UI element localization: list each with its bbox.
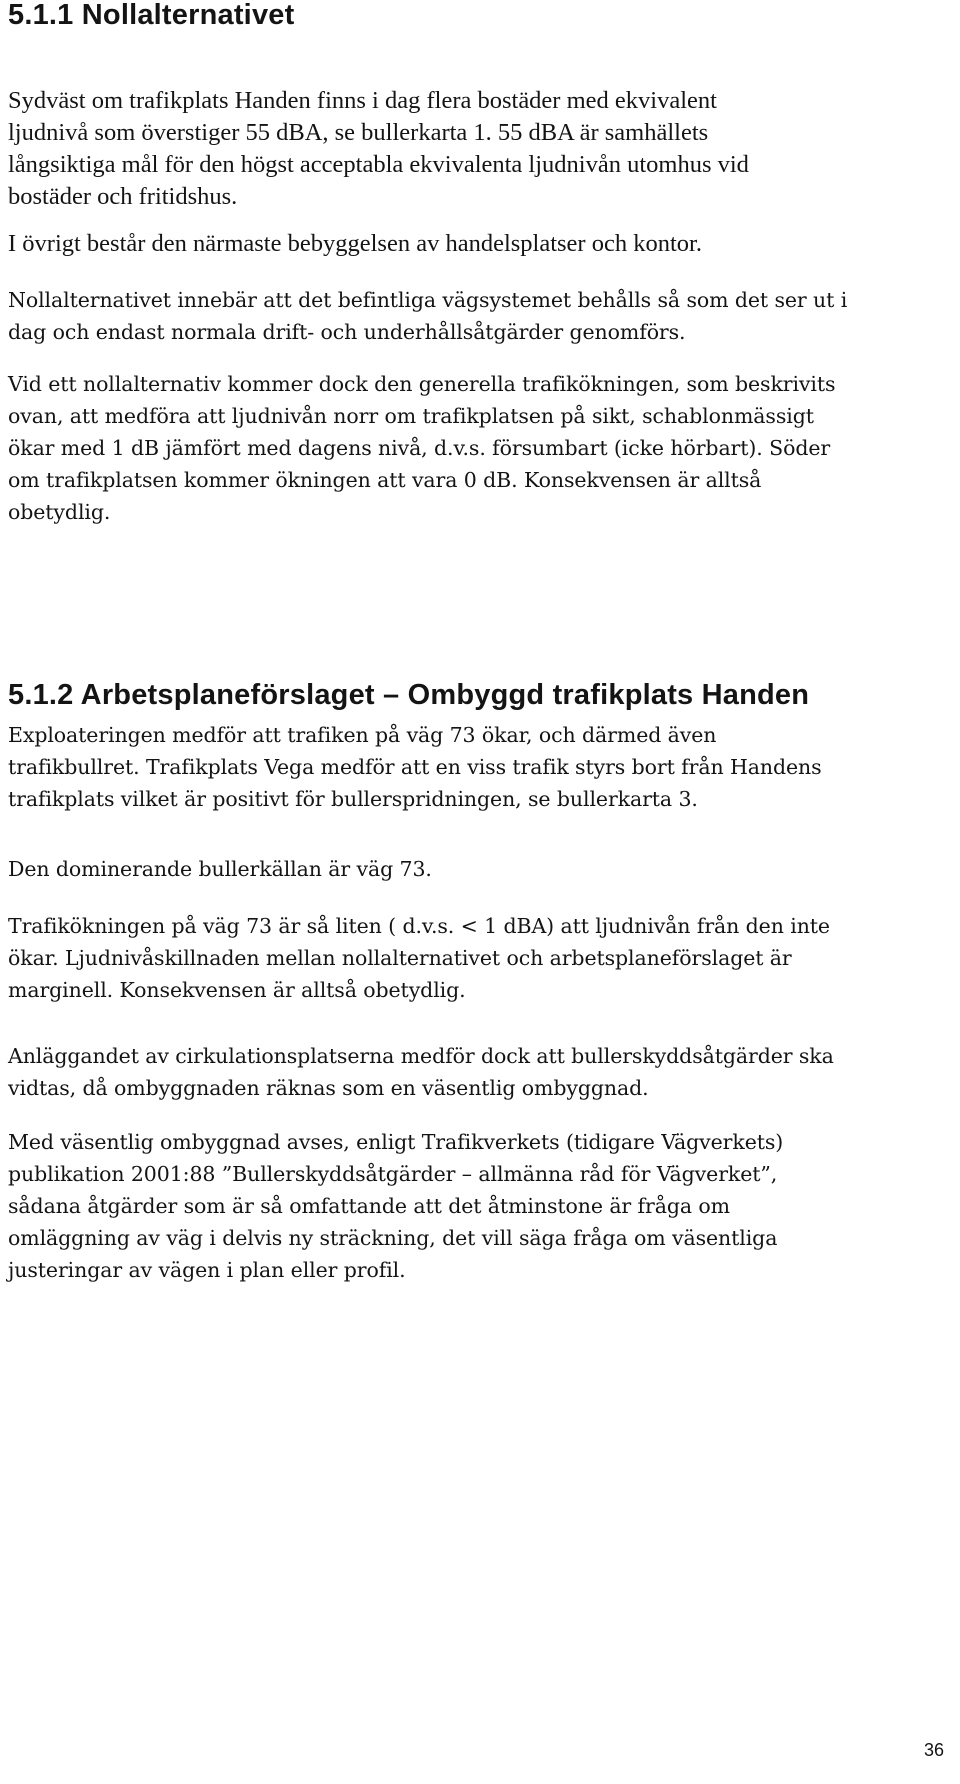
text-line: dag och endast normala drift- och underhållsåtgärder genomförs. [8, 320, 686, 344]
paragraph-zero-alternative-meaning [8, 284, 958, 348]
text-line: marginell. Konsekvensen är alltså obetydlig. [8, 978, 466, 1002]
text-line: Med väsentlig ombyggnad avses, enligt Trafikverkets (tidigare Vägverkets) [8, 1130, 784, 1154]
text-line: Sydväst om trafikplats Handen finns i dag flera bostäder med ekvivalent [8, 87, 717, 114]
page-number: 36 [923, 1740, 944, 1760]
text-line: bostäder och fritidshus. [8, 183, 238, 210]
text-line: om trafikplatsen kommer ökningen att vara 0 dB. Konsekvensen är alltså [8, 468, 762, 492]
text-line: Den dominerande bullerkällan är väg 73. [8, 857, 432, 881]
text-line: trafikplats vilket är positivt för bullerspridningen, se bullerkarta 3. [8, 787, 698, 811]
paragraph-substantial-rebuild [8, 1126, 958, 1286]
paragraph-noise-levels [8, 85, 958, 213]
section-heading-arbetsplaneforslaget: 5.1.2 Arbetsplaneförslaget – Ombyggd trafikplats Handen [8, 679, 810, 711]
text-line: ökar med 1 dB jämfört med dagens nivå, d.v.s. försumbart (icke hörbart). Söder [8, 436, 831, 460]
text-line: Nollalternativet innebär att det befintliga vägsystemet behålls så som det ser ut i [8, 288, 848, 312]
text-line: Anläggandet av cirkulationsplatserna medför dock att bullerskyddsåtgärder ska [8, 1044, 834, 1068]
text-line: I övrigt består den närmaste bebyggelsen av handelsplatser och kontor. [8, 230, 702, 257]
text-line: Vid ett nollalternativ kommer dock den generella trafikökningen, som beskrivits [8, 372, 836, 396]
paragraph-roundabouts [8, 1040, 958, 1104]
text-line: vidtas, då ombyggnaden räknas som en väsentlig ombyggnad. [8, 1076, 649, 1100]
paragraph-dominant-source [8, 853, 958, 885]
text-line: ovan, att medföra att ljudnivån norr om trafikplatsen på sikt, schablonmässigt [8, 404, 814, 428]
text-line: sådana åtgärder som är så omfattande att det åtminstone är fråga om [8, 1194, 731, 1218]
text-line: långsiktiga mål för den högst acceptabla ekvivalenta ljudnivån utomhus vid [8, 151, 749, 178]
paragraph-traffic-growth [8, 910, 958, 1006]
section-heading-nollalternativet: 5.1.1 Nollalternativet [8, 0, 295, 31]
paragraph-nearby-buildings [8, 228, 958, 260]
text-line: publikation 2001:88 ”Bullerskyddsåtgärder – allmänna råd för Vägverket”, [8, 1162, 778, 1186]
text-line: ljudnivå som överstiger 55 dBA, se bullerkarta 1. 55 dBA är samhällets [8, 119, 709, 146]
paragraph-traffic-increase [8, 368, 958, 528]
text-line: omläggning av väg i delvis ny sträckning, det vill säga fråga om väsentliga [8, 1226, 778, 1250]
text-line: trafikbullret. Trafikplats Vega medför att en viss trafik styrs bort från Handens [8, 755, 822, 779]
text-line: obetydlig. [8, 500, 111, 524]
paragraph-exploitation [8, 719, 958, 815]
text-line: Trafikökningen på väg 73 är så liten ( d.v.s. < 1 dBA) att ljudnivån från den inte [8, 914, 830, 938]
text-line: ökar. Ljudnivåskillnaden mellan nollalternativet och arbetsplaneförslaget är [8, 946, 792, 970]
text-line: Exploateringen medför att trafiken på väg 73 ökar, och därmed även [8, 723, 717, 747]
text-line: justeringar av vägen i plan eller profil. [8, 1258, 406, 1282]
